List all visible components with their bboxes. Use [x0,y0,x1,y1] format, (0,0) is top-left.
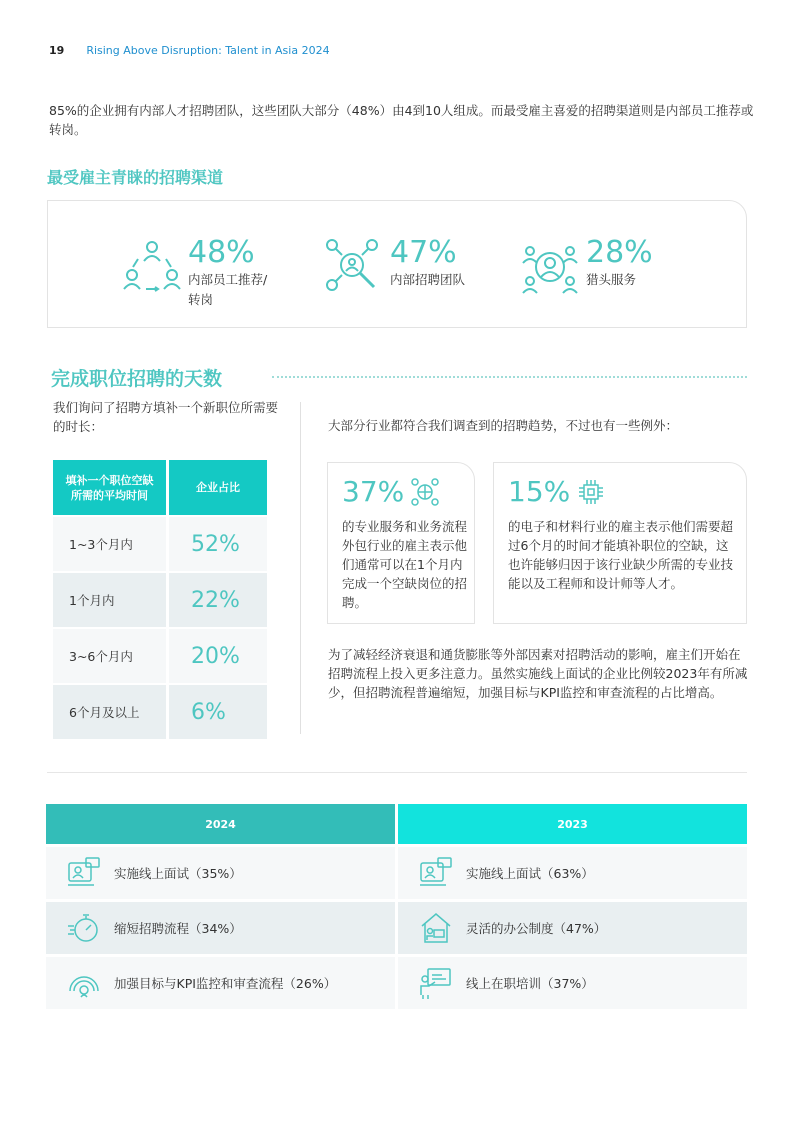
share-cell: 20% [169,629,267,683]
table-row [53,629,267,683]
online-interview-icon [418,855,454,891]
share-cell: 22% [169,573,267,627]
channel-pct: 47% [390,235,457,270]
recruiting-network-icon [324,237,384,297]
comparison-cell-2024 [46,902,395,954]
measure-text: 灵活的办公制度（47%） [466,921,607,936]
days-question: 我们询问了招聘方填补一个新职位所需要的时长： [53,400,279,434]
channel-referral [122,237,267,309]
table-row [46,902,747,954]
channel-pct: 28% [586,235,653,270]
online-training-icon [418,965,454,1001]
section-divider [47,772,747,773]
comparison-header-row [46,804,747,844]
days-heading: 完成职位招聘的天数 [51,368,223,390]
headhunter-icon [520,237,580,297]
comparison-cell-2023 [398,957,747,1009]
share-cell: 52% [169,517,267,571]
comparison-cell-2024 [46,847,395,899]
measure-text: 线上在职培训（37%） [466,976,594,991]
channel-label: 猎头服务 [586,272,637,287]
dotted-divider [272,376,747,378]
measure-text: 缩短招聘流程（34%） [114,921,242,936]
channels-panel [47,200,747,328]
channel-label: 转岗 [188,292,214,307]
exception-card [493,462,747,624]
channel-pct: 48% [188,235,255,270]
table-row [46,847,747,899]
channel-label: 内部招聘团队 [390,272,466,287]
exception-text: 的专业服务和业务流程外包行业的雇主表示他们通常可以在1个月内完成一个空缺岗位的招聘。 [342,519,468,610]
exception-pct: 37% [342,475,405,508]
table-row [53,685,267,739]
table-row [46,957,747,1009]
measure-text: 加强目标与KPI监控和审查流程（26%） [114,976,337,991]
kpi-gauge-icon [66,965,102,1001]
exception-card [327,462,475,624]
work-from-home-icon [418,910,454,946]
page-header [49,44,330,57]
channel-internal-team [324,237,465,297]
comparison-table [46,804,747,1012]
exception-text: 的电子和材料行业的雇主表示他们需要超过6个月的时间才能填补职位的空缺，这也许能够归因于该行业缺少所需的专业技能以及工程师和设计师等人才。 [508,519,734,591]
period-cell: 1个月内 [53,573,169,627]
vertical-divider [300,402,301,734]
comparison-cell-2023 [398,902,747,954]
days-table [53,458,267,741]
days-col-share-header: 企业占比 [169,460,267,515]
page-number: 19 [49,44,65,57]
exception-pct: 15% [508,475,571,508]
trend-text: 大部分行业都符合我们调查到的招聘趋势，不过也有一些例外： [328,418,679,433]
measure-text: 实施线上面试（63%） [466,866,594,881]
comparison-cell-2024 [46,957,395,1009]
channel-headhunter [520,237,653,297]
period-cell: 3~6个月内 [53,629,169,683]
online-interview-icon [66,855,102,891]
comparison-cell-2023 [398,847,747,899]
table-row [53,517,267,571]
mitigation-paragraph: 为了减轻经济衰退和通货膨胀等外部因素对招聘活动的影响，雇主们开始在招聘流程上投入更多注意力。虽然实施线上面试的企业比例较2023年有所减少，但招聘流程普遍缩短，加强目标与KPI监控和审查流程的占比增高。 [328,647,748,700]
channels-heading: 最受雇主青睐的招聘渠道 [47,168,224,187]
share-cell: 6% [169,685,267,739]
period-cell: 1~3个月内 [53,517,169,571]
chip-icon [576,477,606,507]
intro-paragraph: 85%的企业拥有内部人才招聘团队，这些团队大部分（48%）由4到10人组成。而最受雇主喜爱的招聘渠道则是内部员工推荐或转岗。 [49,103,754,137]
days-col-period-header: 填补一个职位空缺 所需的平均时间 [53,460,169,515]
document-title: Rising Above Disruption: Talent in Asia 2024 [86,44,330,57]
referral-cycle-icon [122,237,182,297]
column-2024-header: 2024 [46,804,395,844]
period-cell: 6个月及以上 [53,685,169,739]
channel-label: 内部员工推荐/ [188,272,268,287]
column-2023-header: 2023 [398,804,747,844]
business-services-icon [410,477,440,507]
stopwatch-icon [66,910,102,946]
measure-text: 实施线上面试（35%） [114,866,242,881]
table-row [53,573,267,627]
